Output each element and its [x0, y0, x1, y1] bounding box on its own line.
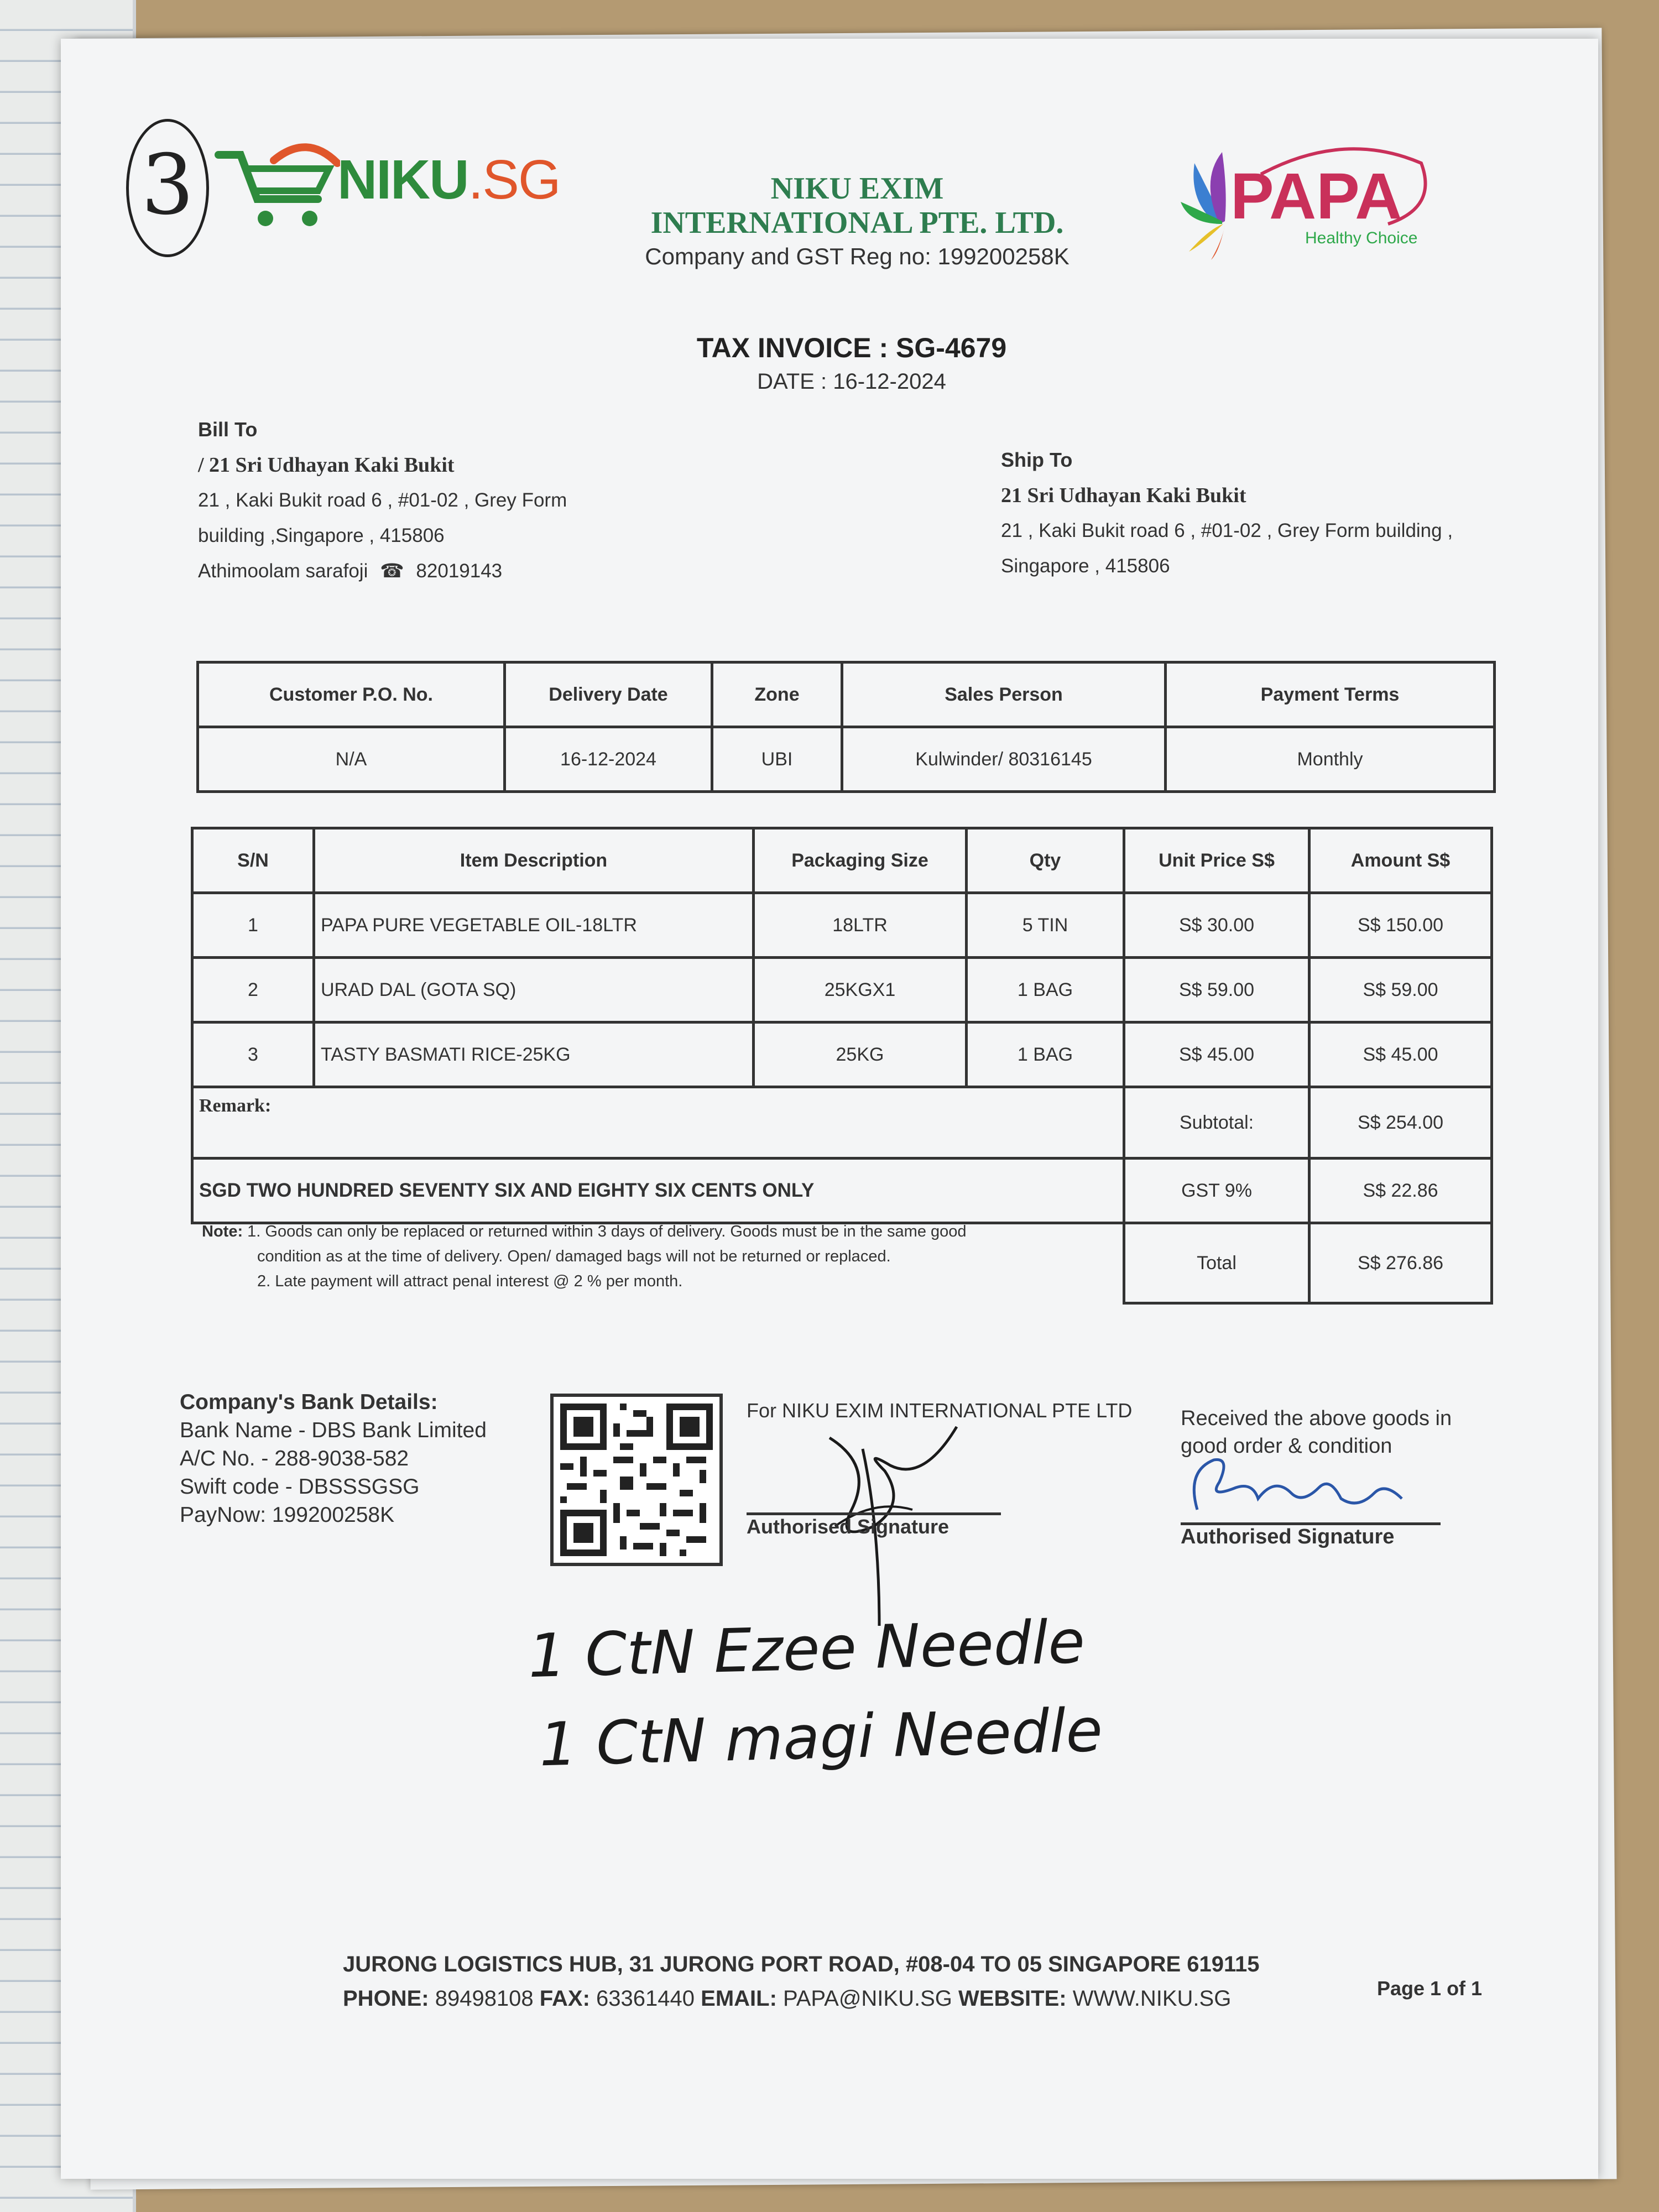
- gst-label: GST 9%: [1124, 1159, 1310, 1223]
- received-text: Received the above goods in good order & condition: [1181, 1407, 1452, 1458]
- niku-logo-part2: .SG: [468, 149, 560, 211]
- items-header: Unit Price S$: [1124, 828, 1310, 893]
- items-header: Amount S$: [1310, 828, 1492, 893]
- order-info-value-row: [198, 727, 1495, 792]
- items-header-row: [192, 828, 1492, 893]
- handwritten-note-1: 1 CtN Ezee Needle: [527, 1607, 1086, 1692]
- bank-heading: Company's Bank Details:: [180, 1390, 438, 1414]
- item-packaging: 25KG: [754, 1022, 967, 1087]
- item-sn: 2: [192, 958, 314, 1022]
- bill-to-block: [198, 412, 567, 589]
- item-amount: S$ 45.00: [1310, 1022, 1492, 1087]
- total-label: Total: [1124, 1223, 1310, 1303]
- company-name-line1: NIKU EXIM: [770, 171, 944, 206]
- item-description: TASTY BASMATI RICE-25KG: [314, 1022, 754, 1087]
- note-1a: 1. Goods can only be replaced or returned within 3 days of delivery. Goods must be in the same good: [247, 1223, 967, 1240]
- order-info-header: Zone: [712, 662, 842, 727]
- bill-to-line1: 21 , Kaki Bukit road 6 , #01-02 , Grey Form: [198, 489, 567, 511]
- order-info-header: Delivery Date: [505, 662, 712, 727]
- ship-to-name: 21 Sri Udhayan Kaki Bukit: [1001, 484, 1246, 507]
- items-header: Packaging Size: [754, 828, 967, 893]
- company-name: [575, 171, 1139, 240]
- footer-phone: 89498108: [435, 1986, 534, 2011]
- subtotal-label: Subtotal:: [1124, 1087, 1310, 1159]
- invoice-title: TAX INVOICE : SG-4679: [696, 332, 1007, 363]
- authorised-signature-label-1: Authorised Signature: [747, 1515, 950, 1538]
- bill-to-contact: Athimoolam sarafoji: [198, 560, 368, 582]
- order-info-value: UBI: [712, 727, 842, 792]
- item-sn: 1: [192, 893, 314, 958]
- ship-to-heading: Ship To: [1001, 448, 1073, 471]
- note-label: Note:: [202, 1223, 243, 1240]
- item-description: PAPA PURE VEGETABLE OIL-18LTR: [314, 893, 754, 958]
- footer-address: JURONG LOGISTICS HUB, 31 JURONG PORT ROAD, #08-04 TO 05 SINGAPORE 619115: [343, 1952, 1260, 1976]
- item-unit-price: S$ 59.00: [1124, 958, 1310, 1022]
- bill-to-phone: 82019143: [416, 560, 503, 582]
- bank-account: A/C No. - 288-9038-582: [180, 1447, 409, 1470]
- invoice-date: DATE : 16-12-2024: [757, 369, 946, 394]
- item-description: URAD DAL (GOTA SQ): [314, 958, 754, 1022]
- bank-name: Bank Name - DBS Bank Limited: [180, 1418, 487, 1442]
- bank-details: [180, 1388, 487, 1529]
- order-info-value: Kulwinder/ 80316145: [842, 727, 1166, 792]
- table-row: [192, 893, 1492, 958]
- subtotal-value: S$ 254.00: [1310, 1087, 1492, 1159]
- item-unit-price: S$ 30.00: [1124, 893, 1310, 958]
- footer-fax: 63361440: [596, 1986, 695, 2011]
- order-info-header-row: [198, 662, 1495, 727]
- items-header: S/N: [192, 828, 314, 893]
- gst-row: [192, 1159, 1492, 1223]
- item-amount: S$ 59.00: [1310, 958, 1492, 1022]
- note-1b: condition as at the time of delivery. Open/ damaged bags will not be returned or replaced.: [257, 1248, 891, 1265]
- papa-logo: [1178, 141, 1438, 263]
- for-company-label: For NIKU EXIM INTERNATIONAL PTE LTD: [747, 1399, 1133, 1422]
- bill-to-name: / 21 Sri Udhayan Kaki Bukit: [198, 453, 455, 477]
- total-value: S$ 276.86: [1310, 1223, 1492, 1303]
- items-header: Qty: [967, 828, 1124, 893]
- item-qty: 1 BAG: [967, 1022, 1124, 1087]
- order-info-header: Sales Person: [842, 662, 1166, 727]
- ship-to-block: [1001, 442, 1453, 584]
- customer-signature: [1181, 1449, 1413, 1526]
- order-info-header: Customer P.O. No.: [198, 662, 505, 727]
- niku-logo-part1: NIKU: [337, 149, 468, 211]
- footer-contact: [343, 1986, 1231, 2011]
- amount-in-words: SGD TWO HUNDRED SEVENTY SIX AND EIGHTY SIX CENTS ONLY: [192, 1159, 1124, 1223]
- note-2: 2. Late payment will attract penal interest @ 2 % per month.: [257, 1272, 683, 1290]
- footer-email: PAPA@NIKU.SG: [783, 1986, 952, 2011]
- qr-code-icon: [550, 1394, 723, 1566]
- footer-website: WWW.NIKU.SG: [1072, 1986, 1232, 2011]
- notes-block: [202, 1219, 1114, 1294]
- order-info-value: Monthly: [1166, 727, 1495, 792]
- shopping-cart-icon: [213, 138, 340, 232]
- order-info-value: 16-12-2024: [505, 727, 712, 792]
- ship-to-line2: Singapore , 415806: [1001, 555, 1170, 577]
- page-number: Page 1 of 1: [1377, 1977, 1483, 2000]
- footer-fax-label: FAX:: [539, 1986, 590, 2011]
- company-registration: Company and GST Reg no: 199200258K: [645, 243, 1070, 269]
- table-row: [192, 1022, 1492, 1087]
- item-unit-price: S$ 45.00: [1124, 1022, 1310, 1087]
- bill-to-contact-row: [198, 554, 567, 589]
- bill-to-heading: Bill To: [198, 418, 258, 441]
- footer-phone-label: PHONE:: [343, 1986, 429, 2011]
- authorised-signature-label-2: Authorised Signature: [1181, 1525, 1395, 1548]
- item-qty: 1 BAG: [967, 958, 1124, 1022]
- item-sn: 3: [192, 1022, 314, 1087]
- table-row: [192, 958, 1492, 1022]
- items-header: Item Description: [314, 828, 754, 893]
- order-info-value: N/A: [198, 727, 505, 792]
- item-packaging: 25KGX1: [754, 958, 967, 1022]
- order-info-table: [196, 661, 1496, 793]
- footer-website-label: WEBSITE:: [958, 1986, 1067, 2011]
- niku-logo: [337, 148, 560, 212]
- handwritten-note-2: 1 CtN magi Needle: [538, 1695, 1104, 1780]
- subtotal-row: [192, 1087, 1492, 1159]
- phone-icon: ☎: [380, 560, 404, 582]
- bill-to-line2: building ,Singapore , 415806: [198, 525, 445, 546]
- circled-page-number: 3: [126, 119, 209, 257]
- item-amount: S$ 150.00: [1310, 893, 1492, 958]
- item-packaging: 18LTR: [754, 893, 967, 958]
- remark-label: Remark:: [199, 1095, 272, 1116]
- order-info-header: Payment Terms: [1166, 662, 1495, 727]
- gst-value: S$ 22.86: [1310, 1159, 1492, 1223]
- company-name-line2: INTERNATIONAL PTE. LTD.: [650, 206, 1064, 240]
- item-qty: 5 TIN: [967, 893, 1124, 958]
- papa-leaf-icon: [1181, 152, 1226, 260]
- ship-to-line1: 21 , Kaki Bukit road 6 , #01-02 , Grey Form building ,: [1001, 520, 1453, 541]
- footer-email-label: EMAIL:: [701, 1986, 777, 2011]
- papa-brand-text: PAPA: [1230, 160, 1402, 233]
- bank-paynow: PayNow: 199200258K: [180, 1503, 395, 1527]
- remark-cell: [192, 1087, 1124, 1159]
- papa-tagline: Healthy Choice: [1305, 229, 1418, 247]
- bank-swift: Swift code - DBSSSGSG: [180, 1475, 420, 1499]
